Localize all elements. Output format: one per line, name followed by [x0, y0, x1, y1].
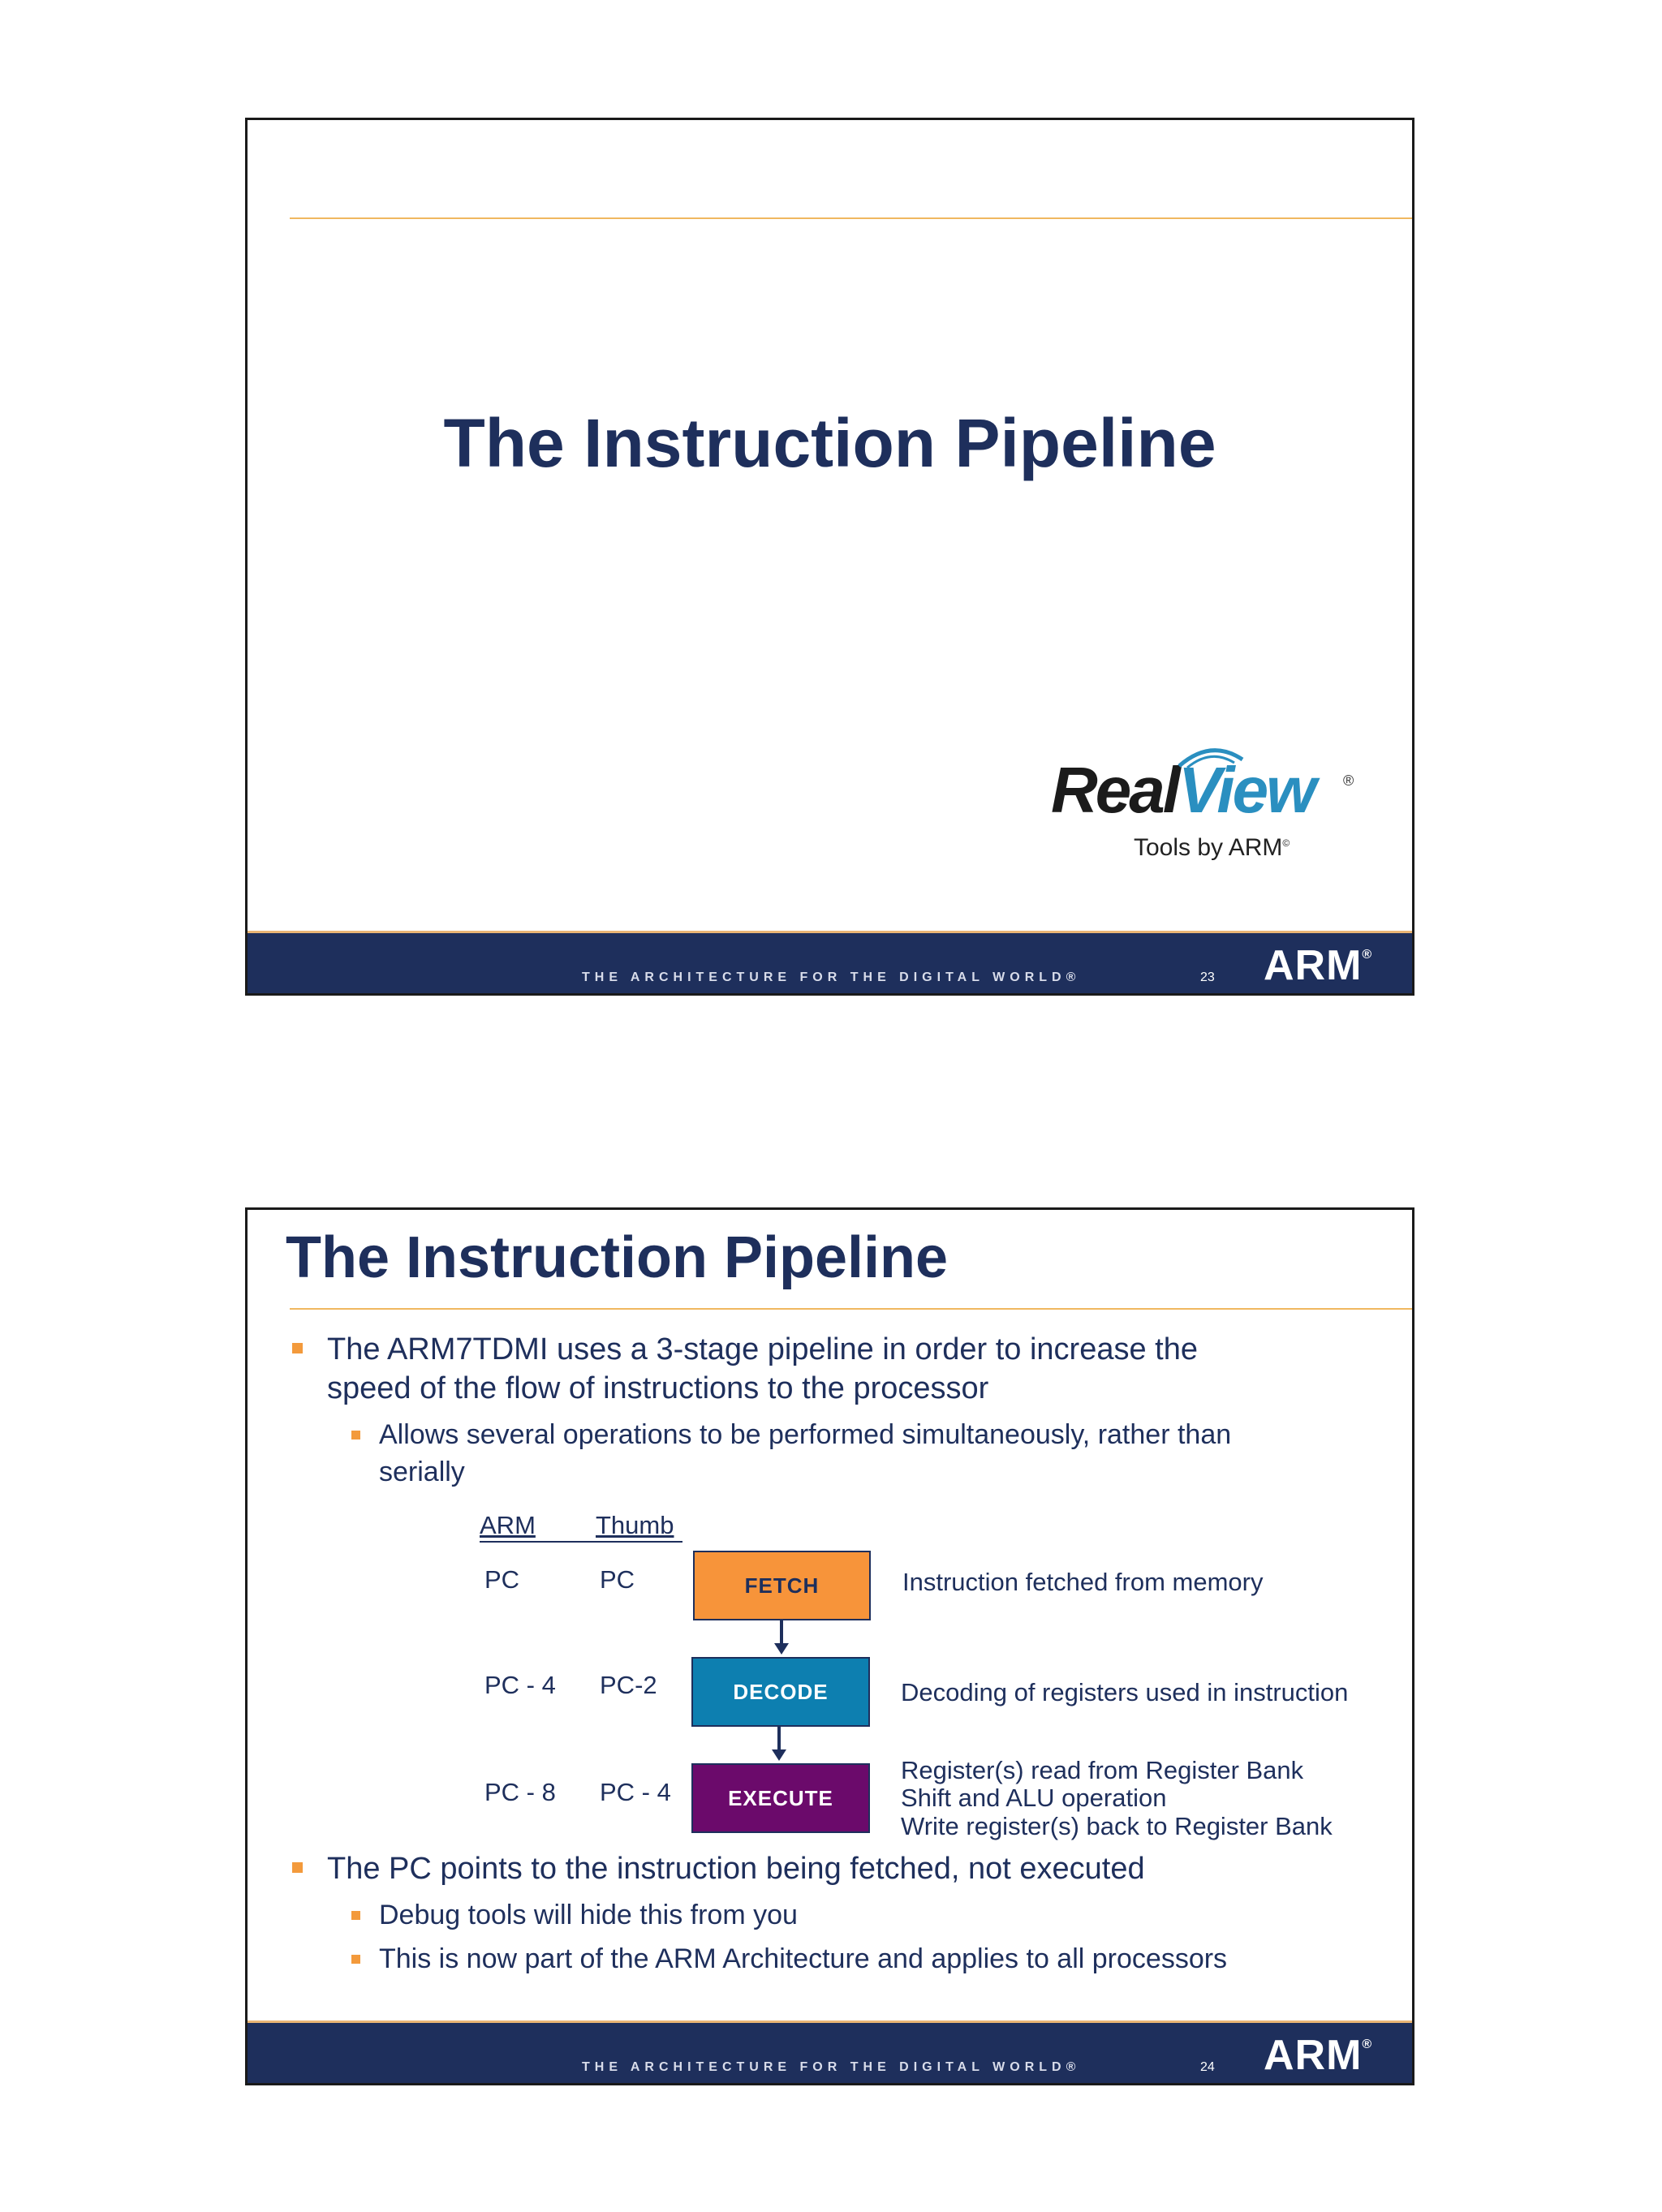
- slide-footer: [248, 931, 1412, 993]
- sub-bullet-marker: [351, 1955, 360, 1964]
- arrow-down-icon: [774, 1643, 789, 1655]
- footer-tagline: THE ARCHITECTURE FOR THE DIGITAL WORLD®: [582, 2060, 1081, 2074]
- execute-stage: EXECUTE: [691, 1763, 870, 1833]
- header-thumb: Thumb: [596, 1511, 674, 1539]
- sub-bullet-marker: [351, 1911, 360, 1920]
- decode-stage: DECODE: [691, 1657, 870, 1727]
- fetch-stage: FETCH: [693, 1551, 871, 1620]
- arm-logo: ARM®: [1264, 942, 1372, 989]
- sub-bullet-item: Allows several operations to be performed simultaneously, rather than serially: [379, 1419, 1232, 1487]
- header-underline: [480, 1541, 682, 1543]
- thumb-pc-fetch: PC: [600, 1565, 635, 1594]
- title-rule: [290, 1308, 1412, 1310]
- arm-logo: ARM®: [1264, 2032, 1372, 2079]
- arm-pc-execute: PC - 8: [484, 1778, 556, 1806]
- arrow-fetch-decode: [780, 1620, 783, 1645]
- title-rule: [290, 217, 1412, 219]
- realview-logo: [1051, 753, 1359, 883]
- slide-title: The Instruction Pipeline: [286, 1225, 949, 1290]
- slide-24: [245, 1207, 1414, 2085]
- footer-tagline: THE ARCHITECTURE FOR THE DIGITAL WORLD®: [582, 970, 1081, 984]
- sub-bullet-item: This is now part of the ARM Architecture and applies to all processors: [379, 1943, 1228, 1974]
- thumb-pc-execute: PC - 4: [600, 1778, 671, 1806]
- sub-bullet-item: Debug tools will hide this from you: [379, 1900, 798, 1930]
- bullet-item: The PC points to the instruction being fetched, not executed: [327, 1852, 1145, 1886]
- execute-description-line: Write register(s) back to Register Bank: [901, 1812, 1333, 1840]
- page-number: 24: [1200, 2060, 1215, 2074]
- sub-bullet-marker: [351, 1431, 360, 1440]
- bullet-marker: [292, 1343, 303, 1353]
- page-number: 23: [1200, 970, 1215, 984]
- slide-footer: [248, 2020, 1412, 2083]
- execute-description-line: Shift and ALU operation: [901, 1784, 1167, 1812]
- realview-arc-icon: [1174, 743, 1247, 771]
- slide-title: The Instruction Pipeline: [443, 405, 1216, 481]
- realview-real: Real: [1051, 754, 1178, 826]
- realview-view: View: [1178, 754, 1315, 826]
- header-arm: ARM: [480, 1511, 536, 1539]
- slide-23: [245, 118, 1414, 996]
- arrow-decode-execute: [777, 1727, 781, 1751]
- fetch-description: Instruction fetched from memory: [902, 1568, 1264, 1596]
- arm-pc-decode: PC - 4: [484, 1671, 556, 1699]
- bullet-item: The ARM7TDMI uses a 3-stage pipeline in order to increase the speed of the flow of instructions to the processor: [327, 1332, 1198, 1405]
- bullet-marker: [292, 1862, 303, 1873]
- decode-description: Decoding of registers used in instruction: [901, 1678, 1349, 1706]
- arm-pc-fetch: PC: [484, 1565, 520, 1594]
- thumb-pc-decode: PC-2: [600, 1671, 657, 1699]
- execute-description-line: Register(s) read from Register Bank: [901, 1756, 1304, 1784]
- realview-tools-by-arm: Tools by ARM©: [1134, 834, 1290, 861]
- arrow-down-icon: [772, 1749, 786, 1761]
- realview-registered: ®: [1343, 772, 1354, 789]
